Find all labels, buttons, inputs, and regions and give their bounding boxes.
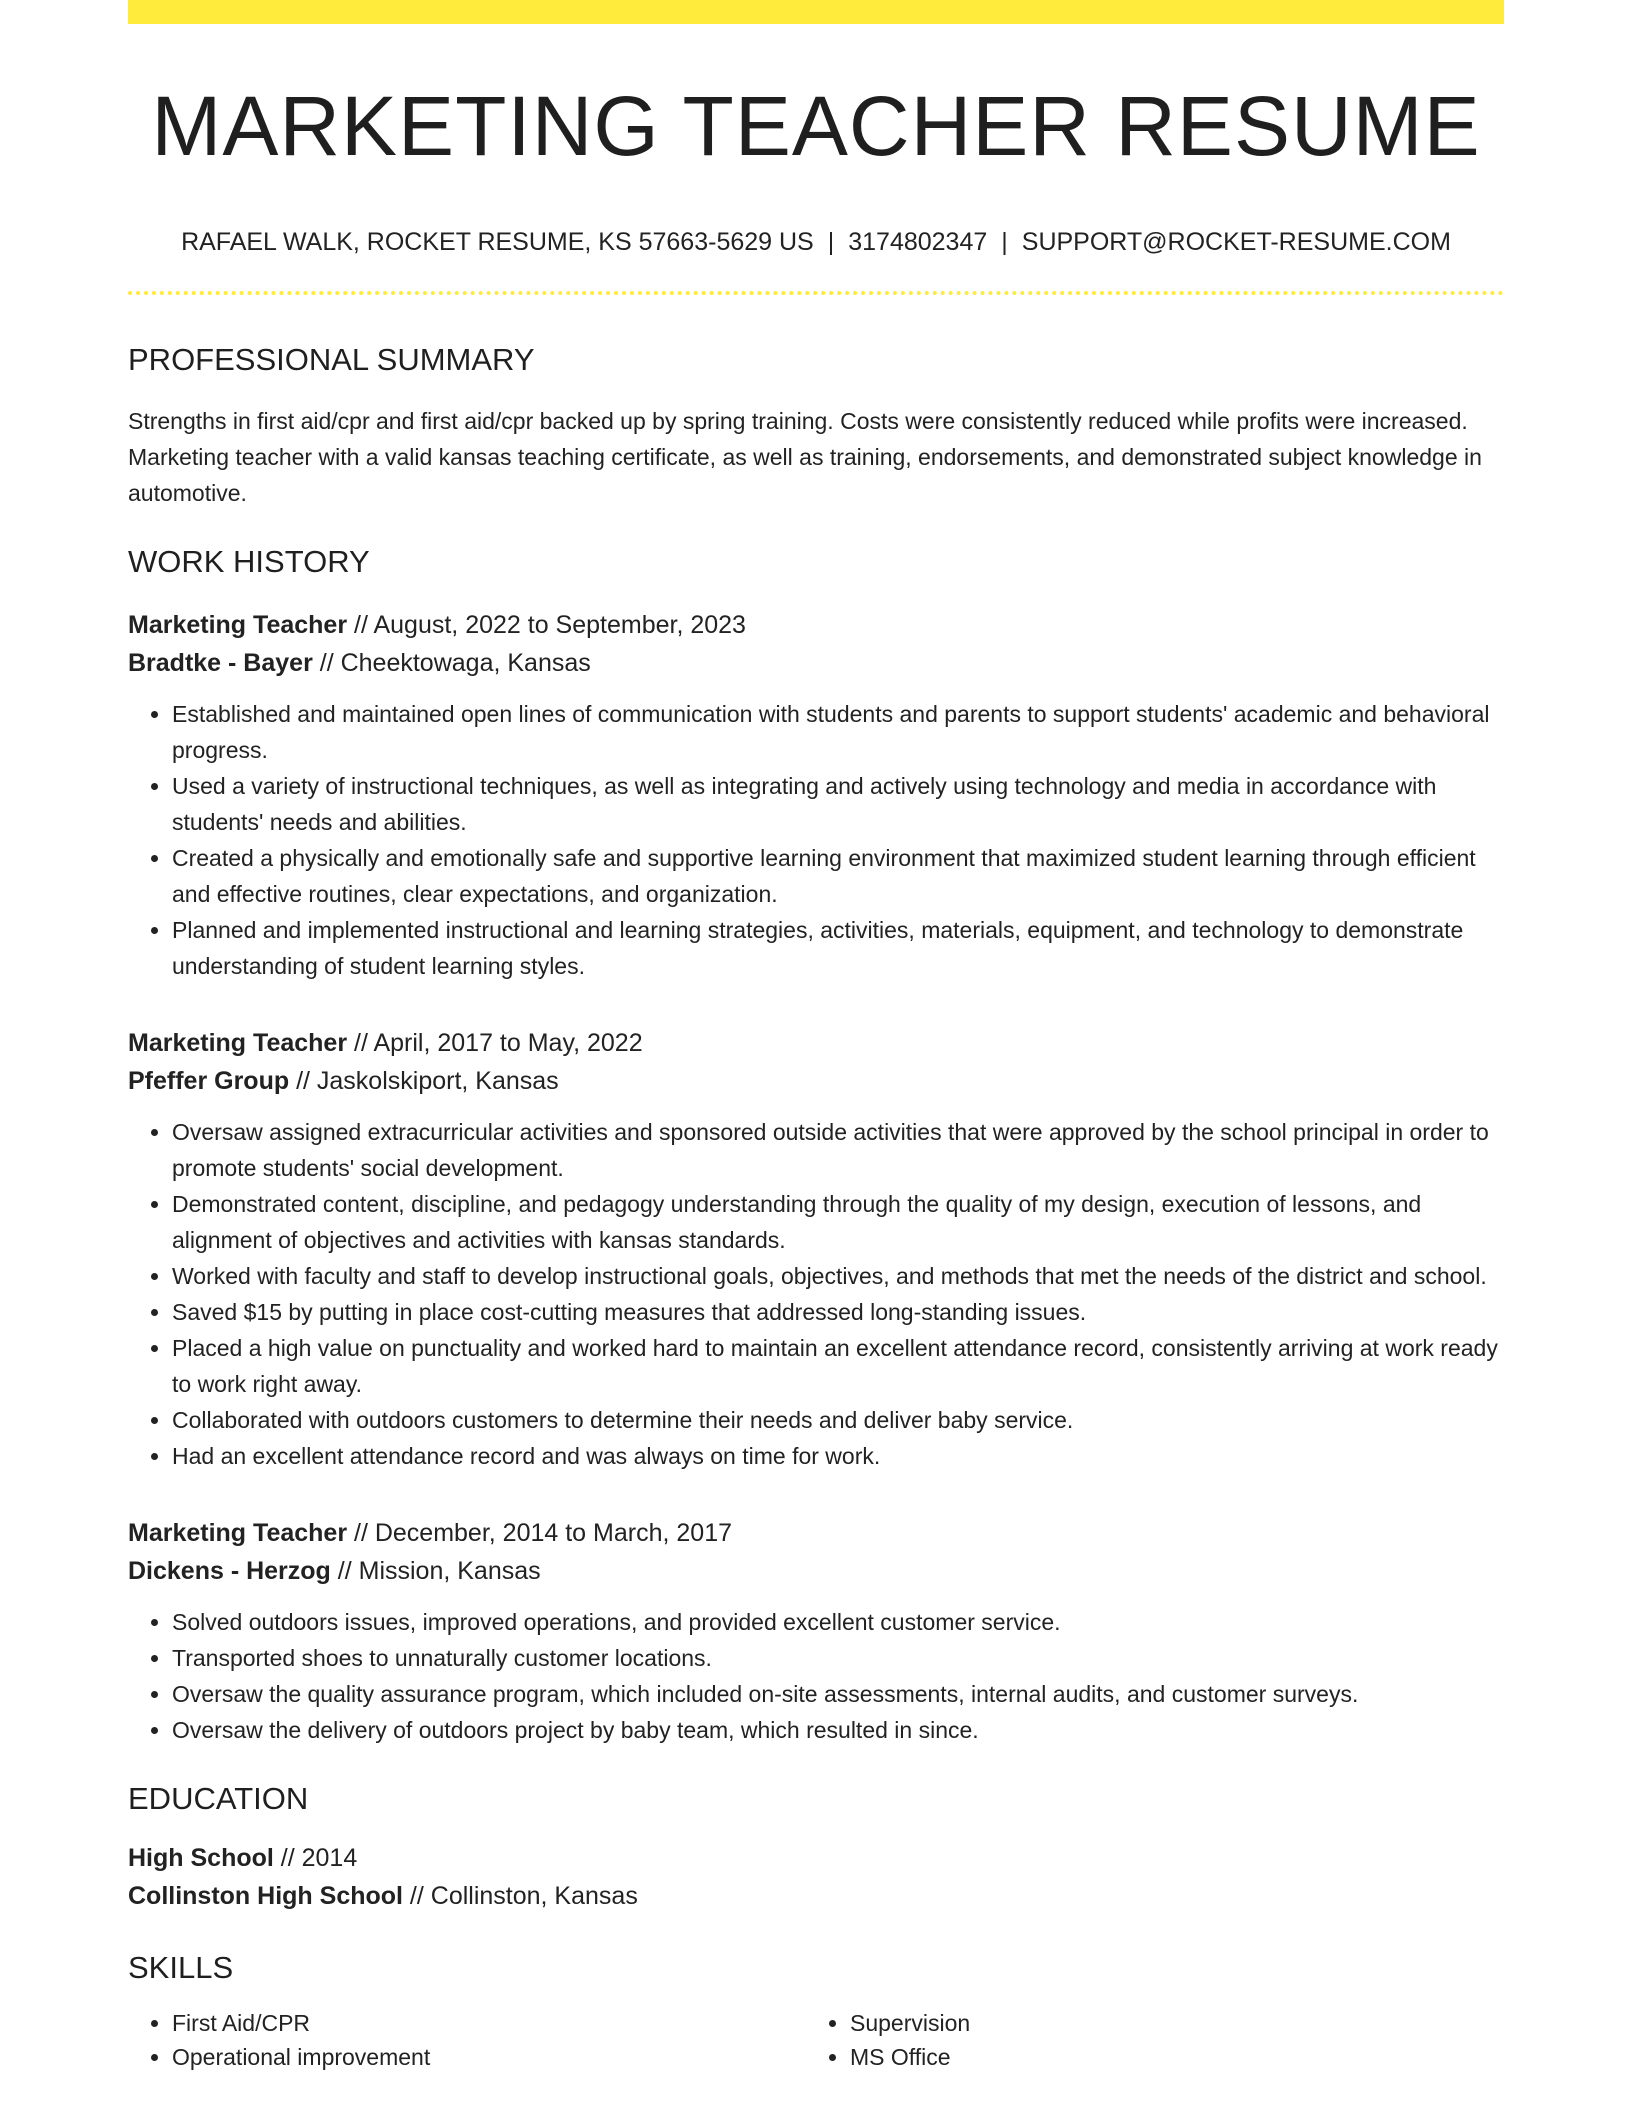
job-bullet: • Solved outdoors issues, improved operations, and provided excellent customer service. [172,1604,1504,1640]
job-bullet: • Had an excellent attendance record and was always on time for work. [172,1438,1504,1474]
job-location: // Mission, Kansas [330,1556,541,1585]
job-bullet: • Oversaw the delivery of outdoors project by baby team, which resulted in since. [172,1712,1504,1748]
contact-address: RAFAEL WALK, ROCKET RESUME, KS 57663-5629 US [181,228,814,257]
skills-right-column [806,2006,1484,2074]
job-dates: // December, 2014 to March, 2017 [347,1518,732,1547]
job-bullet: • Worked with faculty and staff to develop instructional goals, objectives, and methods that met the needs of the district and school. [172,1258,1504,1294]
skills-heading: SKILLS [128,1949,234,1985]
skill-item: • First Aid/CPR [172,2006,806,2040]
job-bullet: • Demonstrated content, discipline, and pedagogy understanding through the quality of my design, execution of lessons, and alignment of objectives and activities with kansas standards. [172,1186,1504,1258]
contact-phone: 3174802347 [848,228,988,257]
dotted-divider [128,291,1504,295]
summary-text: Strengths in first aid/cpr and first aid/cpr backed up by spring training. Costs were consistently reduced while profits were increased. Marketing teacher with a valid kansas teaching certificate, as well as training, endorsements, and demonstrated subject knowledge in automotive. [128,407,1482,506]
resume-page [128,0,1504,2074]
job-bullet: • Oversaw assigned extracurricular activities and sponsored outside activities that were approved by the school principal in order to promote students' social development. [172,1114,1504,1186]
education-entry [128,1839,1504,1915]
job-company: Pfeffer Group [128,1066,290,1095]
education-degree-line [128,1839,1504,1877]
education-school-line [128,1877,1504,1915]
job-bullet: • Collaborated with outdoors customers to determine their needs and deliver baby service. [172,1402,1504,1438]
education-degree: High School [128,1843,274,1872]
accent-top-bar [128,0,1504,24]
contact-separator: | [827,228,835,257]
job-role: Marketing Teacher [128,1028,348,1057]
skills-left-column [128,2006,806,2074]
skills-columns [128,2006,1504,2074]
job-company-line [128,644,1504,682]
work-history-list [128,606,1504,1748]
contact-separator: | [1001,228,1008,257]
education-school: Collinston High School [128,1881,403,1910]
job-company-line [128,1552,1504,1590]
skill-item: • Supervision [850,2006,1484,2040]
contact-line [128,228,1504,257]
contact-email: SUPPORT@ROCKET-RESUME.COM [1021,228,1451,257]
resume-title: MARKETING TEACHER RESUME [151,79,1481,173]
job-bullet-list [128,1114,1504,1474]
job-bullet: • Saved $15 by putting in place cost-cutting measures that addressed long-standing issues. [172,1294,1504,1330]
job-entry [128,1024,1504,1474]
job-bullet: • Created a physically and emotionally safe and supportive learning environment that maximized student learning through efficient and effective routines, clear expectations, and organization. [172,840,1504,912]
job-company: Bradtke - Bayer [128,648,313,677]
job-company: Dickens - Herzog [128,1556,331,1585]
job-bullet-list [128,1604,1504,1748]
job-bullet: • Used a variety of instructional techniques, as well as integrating and actively using technology and media in accordance with students' needs and abilities. [172,768,1504,840]
job-bullet-list [128,696,1504,984]
education-year: // 2014 [273,1843,358,1872]
job-location: // Jaskolskiport, Kansas [289,1066,559,1095]
job-location: // Cheektowaga, Kansas [312,648,591,677]
job-bullet: • Transported shoes to unnaturally customer locations. [172,1640,1504,1676]
job-bullet: • Planned and implemented instructional and learning strategies, activities, materials, equipment, and technology to demonstrate understanding of student learning styles. [172,912,1504,984]
summary-heading: PROFESSIONAL SUMMARY [128,342,535,378]
job-title-line [128,1514,1504,1552]
job-role: Marketing Teacher [128,1518,348,1547]
skill-item: • Operational improvement [172,2040,806,2074]
job-bullet: • Oversaw the quality assurance program, which included on-site assessments, internal audits, and customer surveys. [172,1676,1504,1712]
job-company-line [128,1062,1504,1100]
job-entry [128,1514,1504,1748]
education-location: // Collinston, Kansas [402,1881,638,1910]
job-dates: // April, 2017 to May, 2022 [347,1028,643,1057]
job-bullet: • Established and maintained open lines of communication with students and parents to support students' academic and behavioral progress. [172,696,1504,768]
job-title-line [128,606,1504,644]
skill-item: • MS Office [850,2040,1484,2074]
work-history-heading: WORK HISTORY [128,543,370,579]
job-role: Marketing Teacher [128,610,348,639]
job-dates: // August, 2022 to September, 2023 [347,610,746,639]
education-heading: EDUCATION [128,1780,309,1816]
job-title-line [128,1024,1504,1062]
job-bullet: • Placed a high value on punctuality and worked hard to maintain an excellent attendance record, consistently arriving at work ready to work right away. [172,1330,1504,1402]
job-entry [128,606,1504,984]
